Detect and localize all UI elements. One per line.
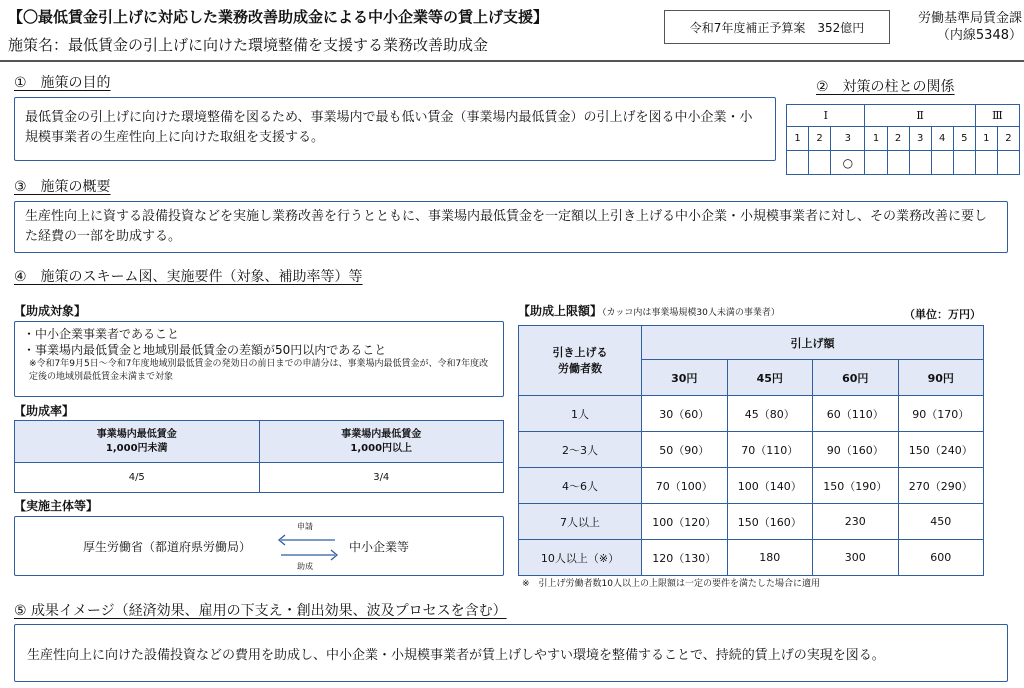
pillar-mark xyxy=(931,151,953,175)
section5-body: 生産性向上に向けた設備投資などの費用を助成し、中小企業・小規模事業者が賃上げしやすい環境を整備することで、持続的賃上げの実現を図る。 xyxy=(27,647,885,663)
limit-cell: 150（190） xyxy=(813,468,899,504)
bureau-contact xyxy=(898,10,1022,44)
rate-header-under-line1: 事業場内最低賃金 xyxy=(96,428,177,440)
target-item-1: ・中小企業事業者であること xyxy=(23,327,180,341)
limit-cell: 300 xyxy=(813,540,899,576)
pillar-number: 1 xyxy=(975,127,997,151)
pillar-mark xyxy=(909,151,931,175)
pillar-number: 2 xyxy=(809,127,831,151)
limit-cell: 70（110） xyxy=(727,432,813,468)
limit-label xyxy=(518,302,780,319)
limit-cell: 70（100） xyxy=(642,468,728,504)
pillar-mark xyxy=(887,151,909,175)
actor-label: 【実施主体等】 xyxy=(14,499,99,513)
limit-cell: 30（60） xyxy=(642,396,728,432)
pillar-number: 1 xyxy=(865,127,887,151)
pillar-number: 4 xyxy=(931,127,953,151)
limit-row-label: 10人以上（※） xyxy=(519,540,642,576)
limit-unit: （単位：万円） xyxy=(904,308,981,321)
pillar-number: 3 xyxy=(909,127,931,151)
actor-smes: 中小企業等 xyxy=(349,540,410,554)
limit-cell: 450 xyxy=(898,504,984,540)
budget-text: 令和7年度補正予算案 352億円 xyxy=(689,20,865,35)
limit-row-label: 2～3人 xyxy=(519,432,642,468)
limit-row-header xyxy=(519,326,642,396)
pillar-mark xyxy=(997,151,1019,175)
policy-name: 施策名：最低賃金の引上げに向けた環境整備を支援する業務改善助成金 xyxy=(8,36,489,54)
flow-arrows-icon xyxy=(277,531,339,563)
section3-body: 生産性向上に資する設備投資などを実施し業務改善を行うとともに、事業場内最低賃金を一定額以上引き上げる中小企業・小規模事業者に対し、その業務改善に要した経費の一部を助成する。 xyxy=(25,209,988,244)
pillar-mark xyxy=(953,151,975,175)
section3-box xyxy=(14,201,1008,253)
section4-heading: ④ 施策のスキーム図、実施要件（対象、補助率等）等 xyxy=(14,269,363,285)
pillar-mark: ○ xyxy=(831,151,865,175)
rate-value-over: 3/4 xyxy=(259,463,504,493)
section5-box xyxy=(14,624,1008,682)
flow-apply-label: 申請 xyxy=(297,522,313,531)
target-note: ※令和7年9月5日～令和7年度地域別最低賃金の発効日の前日までの申請分は、事業場内最低賃金が、令和7年度改定後の地域別最低賃金未満まで対象 xyxy=(29,359,489,382)
pillar-table xyxy=(786,104,1020,175)
actor-ministry: 厚生労働省（都道府県労働局） xyxy=(83,540,252,554)
bureau-extension: （内線5348） xyxy=(936,28,1022,43)
limit-cell: 100（140） xyxy=(727,468,813,504)
pillar-number: 3 xyxy=(831,127,865,151)
target-box xyxy=(14,321,504,397)
pillar-mark xyxy=(809,151,831,175)
rate-header-over xyxy=(259,421,504,463)
pillar-mark xyxy=(975,151,997,175)
limit-cell: 270（290） xyxy=(898,468,984,504)
target-label: 【助成対象】 xyxy=(14,304,87,318)
section5-heading: ⑤ 成果イメージ（経済効果、雇用の下支え・創出効果、波及プロセスを含む） xyxy=(14,603,507,619)
target-item-2: ・事業場内最低賃金と地域別最低賃金の差額が50円以内であること xyxy=(23,343,387,357)
limit-col-90: 90円 xyxy=(898,360,984,396)
limit-cell: 150（160） xyxy=(727,504,813,540)
section3-heading: ③ 施策の概要 xyxy=(14,179,111,195)
section1-box xyxy=(14,97,776,161)
limit-col-group: 引上げ額 xyxy=(642,326,984,360)
limit-cell: 90（160） xyxy=(813,432,899,468)
pillar-group-1: Ⅰ xyxy=(787,105,865,127)
budget-box xyxy=(664,10,890,44)
limit-label-text: 【助成上限額】 xyxy=(518,304,603,318)
limit-table xyxy=(518,325,984,576)
pillar-mark xyxy=(787,151,809,175)
limit-cell: 230 xyxy=(813,504,899,540)
flow-grant-label: 助成 xyxy=(297,562,313,571)
rate-header-over-line1: 事業場内最低賃金 xyxy=(341,428,422,440)
rate-value-under: 4/5 xyxy=(15,463,260,493)
limit-col-60: 60円 xyxy=(813,360,899,396)
limit-col-45: 45円 xyxy=(727,360,813,396)
rate-header-under-line2: 1,000円未満 xyxy=(105,442,168,454)
pillar-number: 2 xyxy=(887,127,909,151)
bureau-name: 労働基準局賃金課 xyxy=(917,11,1022,26)
actor-box xyxy=(14,516,504,576)
section2-heading: ② 対策の柱との関係 xyxy=(816,79,955,95)
header-divider xyxy=(0,60,1024,62)
limit-cell: 45（80） xyxy=(727,396,813,432)
limit-row-header-line2: 労働者数 xyxy=(558,361,602,375)
limit-cell: 180 xyxy=(727,540,813,576)
section1-body: 最低賃金の引上げに向けた環境整備を図るため、事業場内で最も低い賃金（事業場内最低賃金）の引上げを図る中小企業・小規模事業者の生産性向上に向けた取組を支援する。 xyxy=(25,110,753,145)
limit-cell: 60（110） xyxy=(813,396,899,432)
pillar-number: 2 xyxy=(997,127,1019,151)
limit-cell: 50（90） xyxy=(642,432,728,468)
limit-cell: 600 xyxy=(898,540,984,576)
rate-header-under xyxy=(15,421,260,463)
rate-table xyxy=(14,420,504,493)
pillar-mark xyxy=(865,151,887,175)
limit-cell: 150（240） xyxy=(898,432,984,468)
rate-label: 【助成率】 xyxy=(14,404,75,418)
limit-label-note: （カッコ内は事業場規模30人未満の事業者） xyxy=(602,308,780,318)
pillar-group-2: Ⅱ xyxy=(865,105,975,127)
pillar-number: 1 xyxy=(787,127,809,151)
page-title: 【〇最低賃金引上げに対応した業務改善助成金による中小企業等の賃上げ支援】 xyxy=(8,8,549,26)
pillar-group-3: Ⅲ xyxy=(975,105,1019,127)
limit-footnote: ※ 引上げ労働者数10人以上の上限額は一定の要件を満たした場合に適用 xyxy=(522,579,820,589)
limit-cell: 120（130） xyxy=(642,540,728,576)
rate-header-over-line2: 1,000円以上 xyxy=(350,442,413,454)
limit-col-30: 30円 xyxy=(642,360,728,396)
limit-cell: 100（120） xyxy=(642,504,728,540)
limit-cell: 90（170） xyxy=(898,396,984,432)
limit-row-label: 7人以上 xyxy=(519,504,642,540)
section1-heading: ① 施策の目的 xyxy=(14,75,111,91)
limit-row-header-line1: 引き上げる xyxy=(552,345,608,359)
limit-row-label: 4～6人 xyxy=(519,468,642,504)
pillar-number: 5 xyxy=(953,127,975,151)
limit-row-label: 1人 xyxy=(519,396,642,432)
